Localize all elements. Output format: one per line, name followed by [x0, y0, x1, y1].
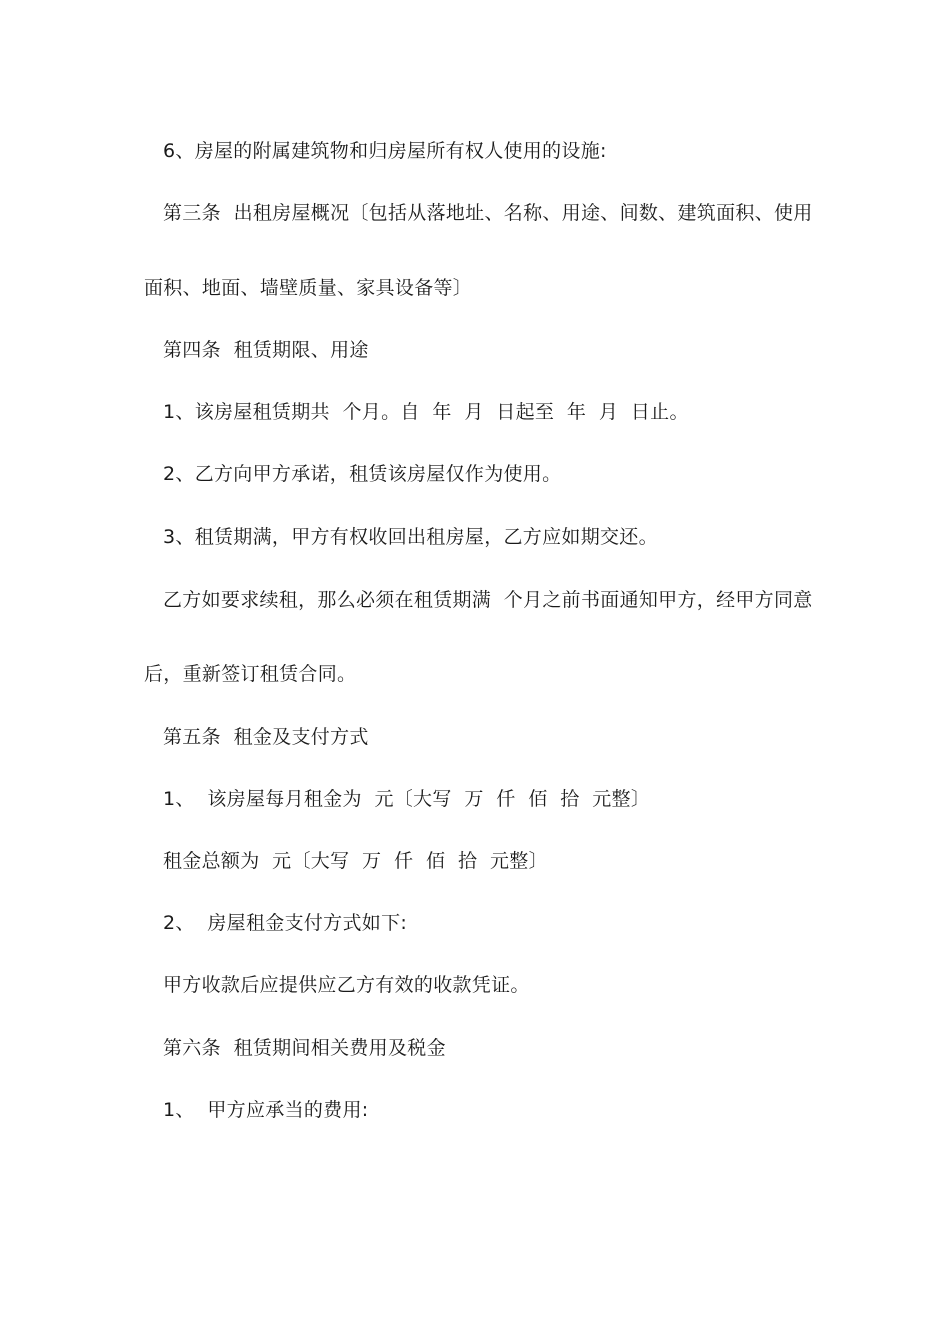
clause-item-6-facilities: 6、房屋的附属建筑物和归房屋所有权人使用的设施: [163, 140, 607, 162]
article-3-heading: 第三条 出租房屋概况〔包括从落地址、名称、用途、间数、建筑面积、使用 [163, 202, 813, 224]
article-4-heading: 第四条 租赁期限、用途 [163, 339, 369, 361]
article-4-item-2: 2、乙方向甲方承诺，租赁该房屋仅作为使用。 [163, 463, 562, 485]
article-4-item-3: 3、租赁期满，甲方有权收回出租房屋，乙方应如期交还。 [163, 526, 658, 548]
receipt-line: 甲方收款后应提供应乙方有效的收款凭证。 [163, 974, 530, 996]
article-4-item-1: 1、该房屋租赁期共 个月。自 年 月 日起至 年 月 日止。 [163, 401, 689, 423]
renewal-paragraph-continuation: 后，重新签订租赁合同。 [144, 663, 357, 685]
article-5-heading: 第五条 租金及支付方式 [163, 726, 369, 748]
article-6-item-1: 1、 甲方应承当的费用: [163, 1099, 369, 1121]
article-6-heading: 第六条 租赁期间相关费用及税金 [163, 1037, 446, 1059]
article-5-item-1: 1、 该房屋每月租金为 元〔大写 万 仟 佰 拾 元整〕 [163, 788, 651, 810]
renewal-paragraph: 乙方如要求续租，那么必须在租赁期满 个月之前书面通知甲方，经甲方同意 [163, 589, 813, 611]
total-rent-line: 租金总额为 元〔大写 万 仟 佰 拾 元整〕 [163, 850, 548, 872]
article-3-continuation: 面积、地面、墙壁质量、家具设备等〕 [144, 277, 473, 299]
article-5-item-2: 2、 房屋租金支付方式如下: [163, 912, 408, 934]
